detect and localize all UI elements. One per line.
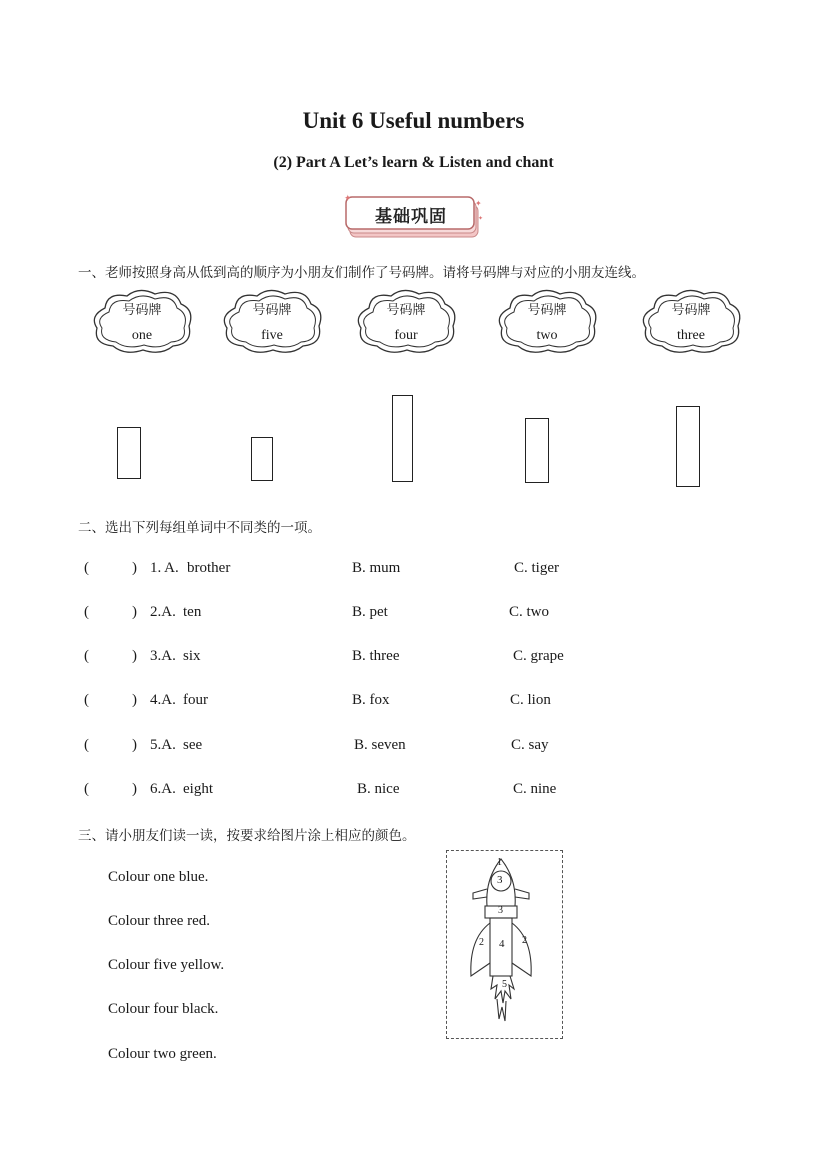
cloud-icon <box>351 286 461 356</box>
option-c: C. two <box>509 604 550 620</box>
option-c: C. grape <box>513 648 564 664</box>
option-a: brother <box>187 560 231 576</box>
question-row <box>0 648 827 670</box>
rocket-picture[interactable] <box>446 850 563 1039</box>
card-word: one <box>131 328 153 343</box>
number-card <box>492 286 602 356</box>
answer-close-bracket[interactable]: ) <box>132 648 137 664</box>
option-b: B. pet <box>352 604 388 620</box>
card-label: 号码牌 <box>527 303 567 318</box>
answer-close-bracket[interactable]: ) <box>132 781 137 797</box>
option-a: see <box>183 737 203 753</box>
question-row <box>0 781 827 803</box>
card-word: three <box>677 328 705 343</box>
option-b: B. three <box>352 648 400 664</box>
number-card <box>87 286 197 356</box>
answer-close-bracket[interactable]: ) <box>132 737 137 753</box>
card-word: four <box>394 328 418 343</box>
section-badge <box>345 196 483 242</box>
rocket-part-number: 4 <box>499 938 505 950</box>
colour-instruction: Colour three red. <box>108 913 211 929</box>
cloud-icon <box>636 286 746 356</box>
answer-open-bracket[interactable]: ( <box>84 692 89 708</box>
number-card <box>217 286 327 356</box>
question-row <box>0 692 827 714</box>
option-b: B. nice <box>357 781 400 797</box>
option-a: four <box>183 692 208 708</box>
question-row <box>0 604 827 626</box>
answer-open-bracket[interactable]: ( <box>84 604 89 620</box>
option-b: B. seven <box>354 737 406 753</box>
child-figure-4[interactable] <box>525 418 549 483</box>
card-label: 号码牌 <box>252 303 292 318</box>
option-c: C. nine <box>513 781 557 797</box>
card-label: 号码牌 <box>386 303 426 318</box>
colour-instruction: Colour one blue. <box>108 869 209 885</box>
answer-open-bracket[interactable]: ( <box>84 648 89 664</box>
card-label: 号码牌 <box>122 303 162 318</box>
child-figure-2[interactable] <box>251 437 273 481</box>
option-a: six <box>183 648 201 664</box>
question-row <box>0 737 827 759</box>
card-word: two <box>536 328 558 343</box>
question-row <box>0 560 827 582</box>
question-number: 2.A. <box>150 604 176 620</box>
card-word: five <box>261 328 283 343</box>
option-c: C. tiger <box>514 560 559 576</box>
colour-instruction: Colour two green. <box>108 1046 217 1062</box>
cloud-icon <box>492 286 602 356</box>
question-number: 6.A. <box>150 781 176 797</box>
question-number: 3.A. <box>150 648 176 664</box>
answer-open-bracket[interactable]: ( <box>84 781 89 797</box>
number-card <box>351 286 461 356</box>
rocket-part-number: 2 <box>522 935 527 946</box>
page-subtitle: (2) Part A Let’s learn & Listen and chant <box>273 154 554 171</box>
svg-text:✦: ✦ <box>344 194 352 204</box>
option-c: C. lion <box>510 692 551 708</box>
colour-instruction: Colour five yellow. <box>108 957 225 973</box>
option-a: ten <box>183 604 202 620</box>
rocket-part-number: 5 <box>502 979 507 990</box>
answer-close-bracket[interactable]: ) <box>132 560 137 576</box>
option-b: B. fox <box>352 692 390 708</box>
page-title: Unit 6 Useful numbers <box>302 108 525 133</box>
rocket-part-number: 3 <box>498 905 503 916</box>
card-label: 号码牌 <box>671 303 711 318</box>
cloud-icon <box>217 286 327 356</box>
section2-heading: 二、选出下列每组单词中不同类的一项。 <box>78 520 321 536</box>
answer-close-bracket[interactable]: ) <box>132 604 137 620</box>
svg-text:✦: ✦ <box>478 215 484 222</box>
option-c: C. say <box>511 737 549 753</box>
question-number: 4.A. <box>150 692 176 708</box>
rocket-part-number: 2 <box>479 937 484 948</box>
rocket-part-number: 3 <box>497 874 503 886</box>
colour-instruction: Colour four black. <box>108 1001 219 1017</box>
section1-heading: 一、老师按照身高从低到高的顺序为小朋友们制作了号码牌。请将号码牌与对应的小朋友连线。 <box>78 265 645 281</box>
option-a: eight <box>183 781 213 797</box>
cloud-icon <box>87 286 197 356</box>
answer-open-bracket[interactable]: ( <box>84 560 89 576</box>
rocket-part-number: 1 <box>497 857 502 868</box>
answer-close-bracket[interactable]: ) <box>132 692 137 708</box>
option-b: B. mum <box>352 560 401 576</box>
question-number: 1. A. <box>150 560 179 576</box>
svg-text:✦: ✦ <box>475 199 482 208</box>
answer-open-bracket[interactable]: ( <box>84 737 89 753</box>
child-figure-5[interactable] <box>676 406 700 487</box>
number-card <box>636 286 746 356</box>
child-figure-1[interactable] <box>117 427 141 479</box>
badge-label: 基础巩固 <box>375 207 447 227</box>
section3-heading: 三、请小朋友们读一读，按要求给图片涂上相应的颜色。 <box>78 828 416 844</box>
question-number: 5.A. <box>150 737 176 753</box>
child-figure-3[interactable] <box>392 395 413 482</box>
